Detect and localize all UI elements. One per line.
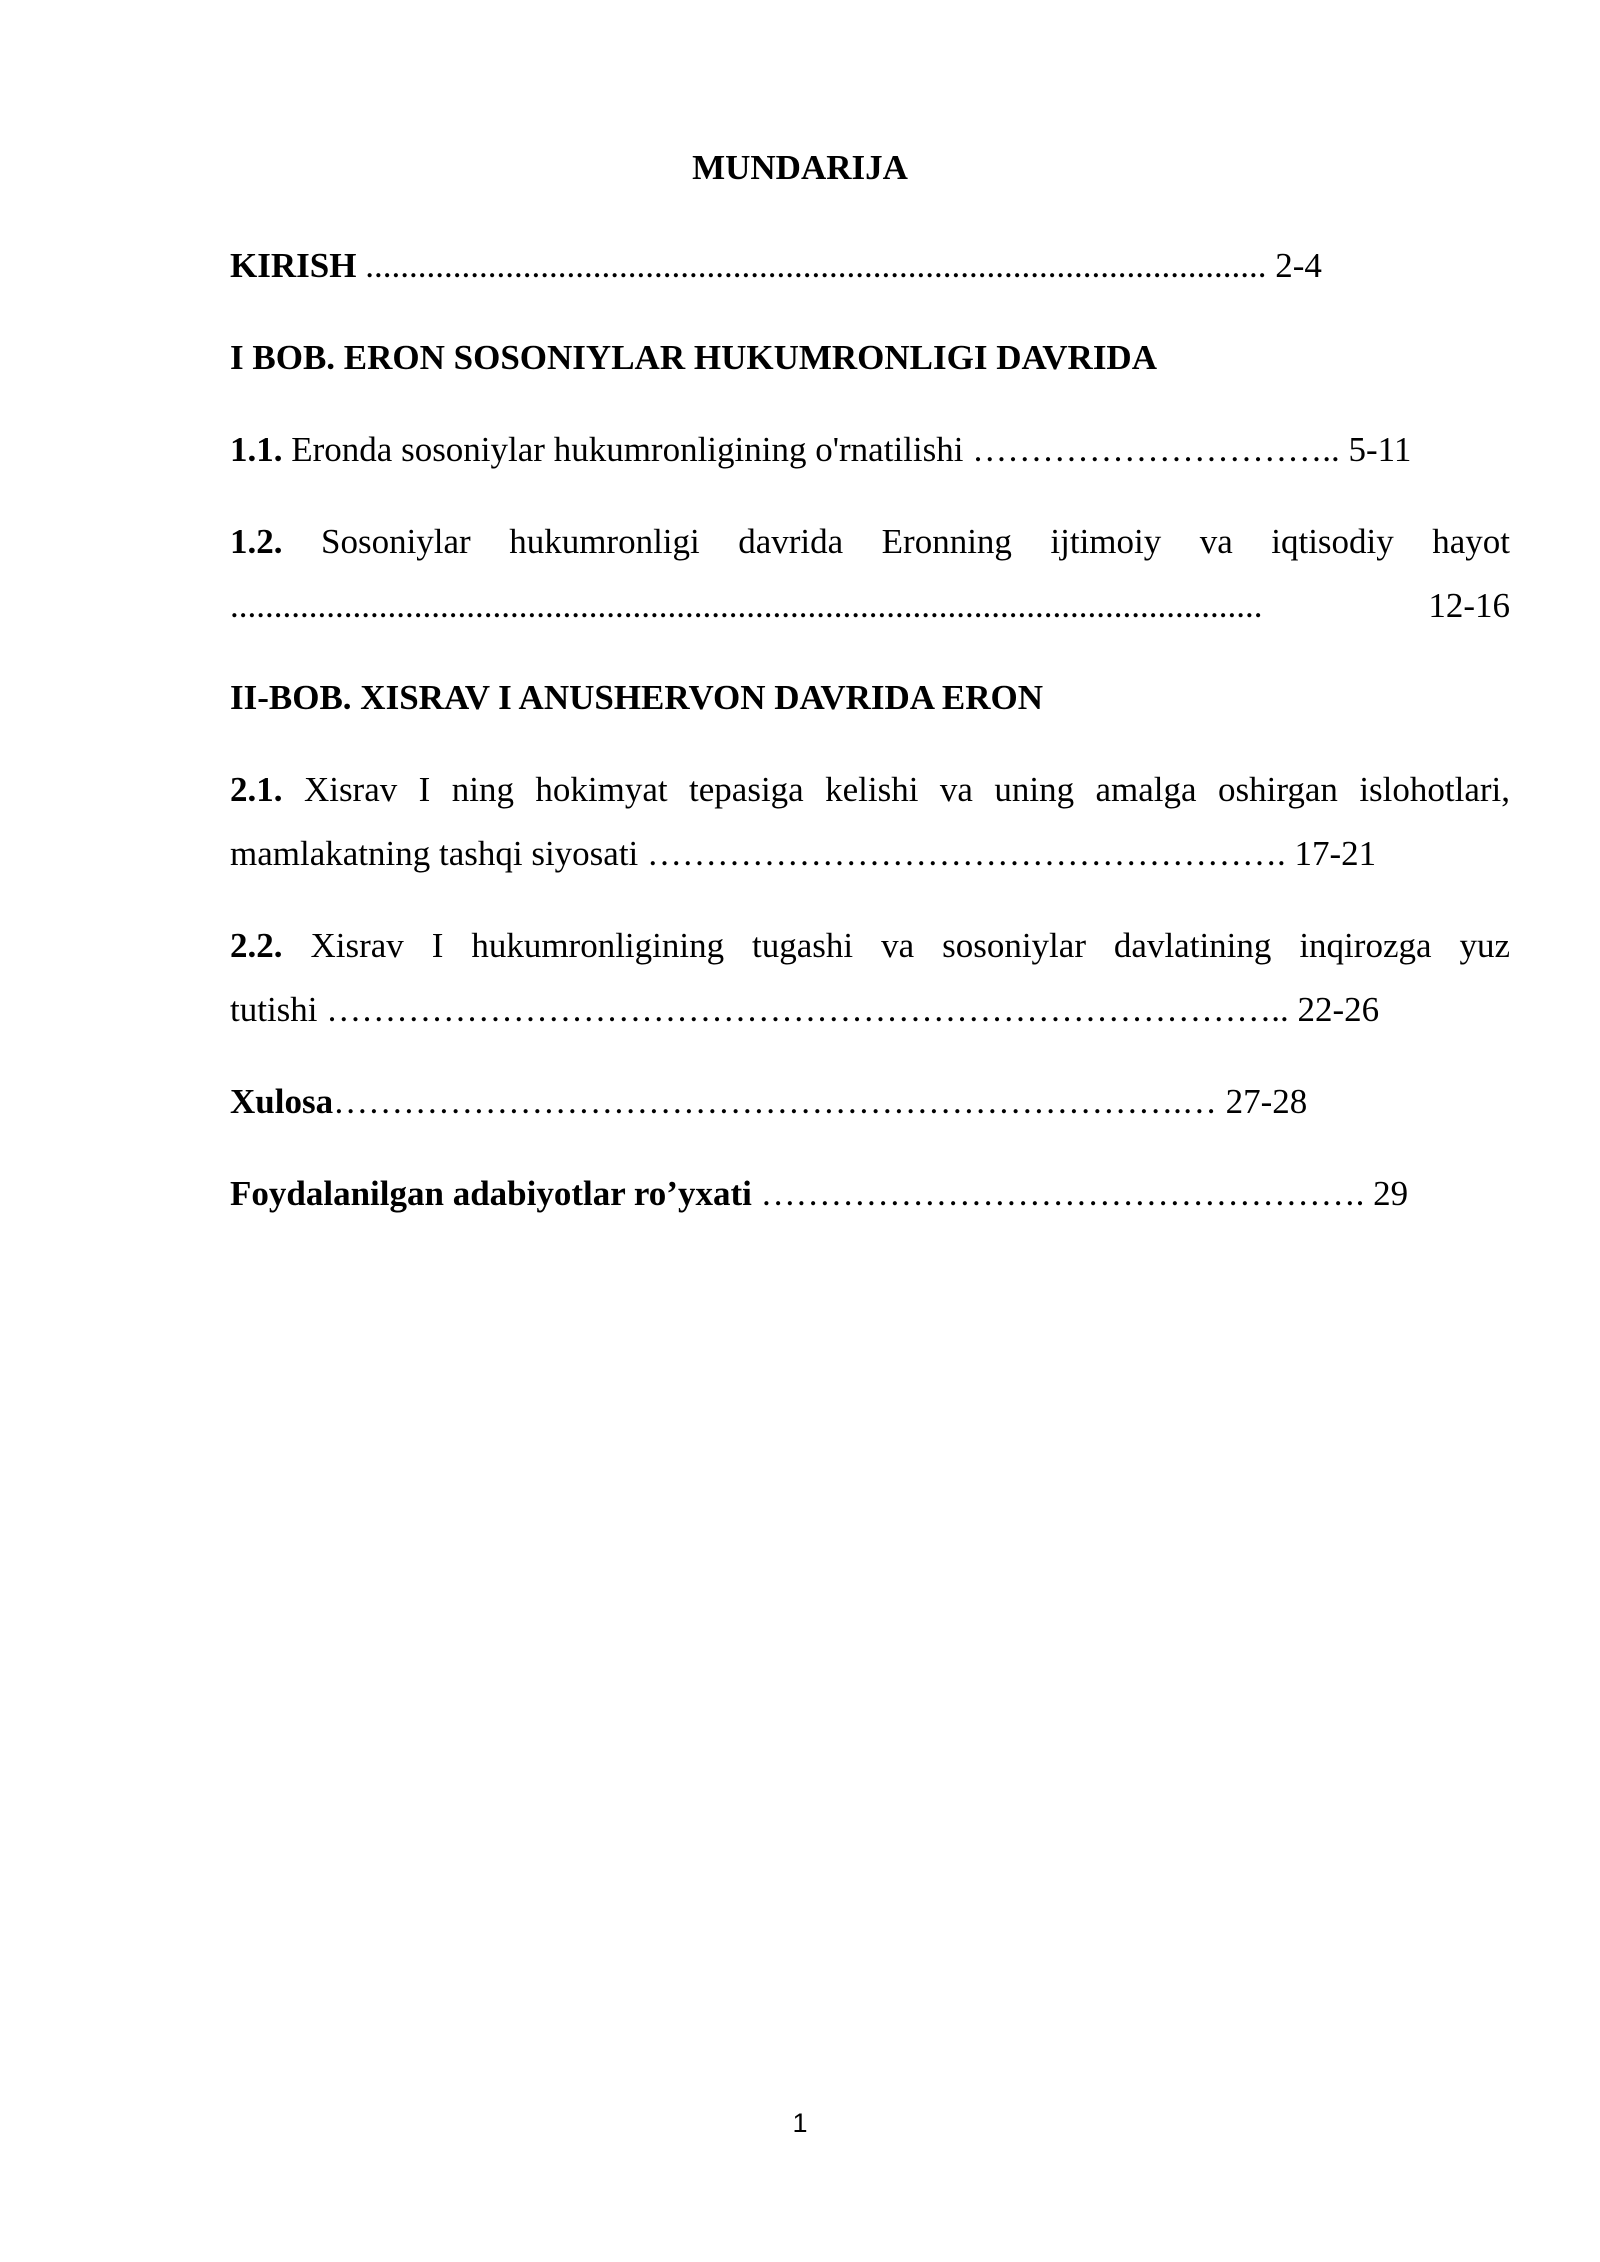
section-title: Eronda sosoniylar hukumronligining o'rnatilishi xyxy=(282,430,973,469)
chapter-heading: I BOB. ERON SOSONIYLAR HUKUMRONLIGI DAVRIDA xyxy=(230,338,1157,377)
page-number: 1 xyxy=(792,2108,808,2138)
page-range: 17-21 xyxy=(1285,834,1377,873)
leader-dots: ………………………………………………. xyxy=(647,834,1286,873)
section-number: 2.2. xyxy=(230,926,283,965)
section-title-continued: tutishi xyxy=(230,990,327,1029)
toc-entry-2-1 xyxy=(230,758,1510,886)
section-number: 2.1. xyxy=(230,770,283,809)
section-number: 1.2. xyxy=(230,522,283,561)
toc-title: MUNDARIJA xyxy=(692,148,908,187)
toc-chapter-2 xyxy=(230,666,1510,730)
leader-dots: ……………………………………………………………….… xyxy=(333,1082,1217,1121)
toc-entry-1-2 xyxy=(230,510,1510,638)
entry-label: KIRISH xyxy=(230,246,357,285)
leader-dots: ……………………………………………………………………….. xyxy=(326,990,1289,1029)
leader-dots: ………………………….. xyxy=(972,430,1340,469)
section-number: 1.1. xyxy=(230,430,283,469)
leader-dots: ...................................................................................................................... xyxy=(230,586,1263,625)
toc-entry-references xyxy=(230,1162,1510,1226)
chapter-heading: II-BOB. XISRAV I ANUSHERVON DAVRIDA ERON xyxy=(230,678,1043,717)
toc-entry-2-2 xyxy=(230,914,1510,1042)
toc-entry-1-1 xyxy=(230,418,1510,482)
section-title-continued: mamlakatning tashqi siyosati xyxy=(230,834,648,873)
page-range: 5-11 xyxy=(1339,430,1412,469)
page-range: 27-28 xyxy=(1216,1082,1308,1121)
section-title: Xisrav I ning hokimyat tepasiga kelishi va uning amalga oshirgan islohotlari, xyxy=(303,770,1510,809)
page-range: 2-4 xyxy=(1275,246,1322,285)
entry-label: Foydalanilgan adabiyotlar ro’yxati xyxy=(230,1174,752,1213)
page-range: 12-16 xyxy=(1424,574,1510,638)
toc-entry-kirish xyxy=(230,234,1510,298)
page-range: 22-26 xyxy=(1288,990,1380,1029)
toc-entry-xulosa xyxy=(230,1070,1510,1134)
page-range: 29 xyxy=(1364,1174,1409,1213)
entry-label: Xulosa xyxy=(230,1082,334,1121)
toc-chapter-1 xyxy=(230,326,1510,390)
section-title: Sosoniylar hukumronligi davrida Eronning ijtimoiy va iqtisodiy hayot xyxy=(320,522,1510,561)
leader-dots: ....................................................................................................... xyxy=(356,246,1276,285)
leader-dots: ……………………………………………. xyxy=(751,1174,1365,1213)
section-title: Xisrav I hukumronligining tugashi va sosoniylar davlatining inqirozga yuz xyxy=(310,926,1510,965)
